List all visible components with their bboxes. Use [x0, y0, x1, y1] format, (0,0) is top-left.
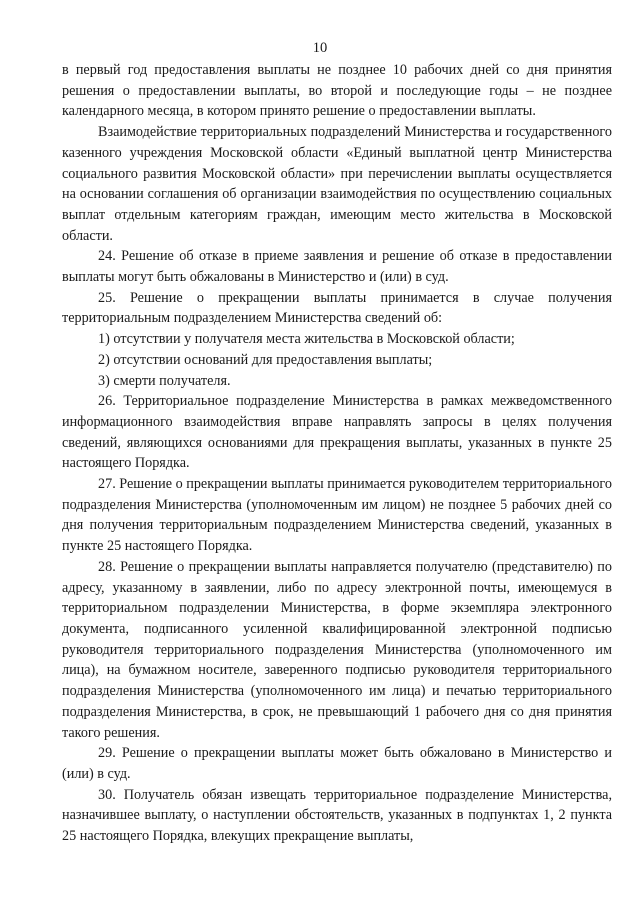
paragraph-25-item-1: 1) отсутствии у получателя места жительства в Московской области; — [98, 331, 515, 348]
page-number: 10 — [312, 40, 328, 56]
paragraph-27: 27. Решение о прекращении выплаты принимается руководителем территориального подразделения Министерства (уполномоченным им лицом) не позднее 5 рабочих дней со дня получения территориальным подразделением Министерства сведений, указанных в пункте 25 настоящего Порядка. — [62, 476, 612, 555]
paragraph-25: 25. Решение о прекращении выплаты принимается в случае получения территориальным подразделением Министерства сведений об: — [62, 289, 612, 327]
paragraph-30: 30. Получатель обязан извещать территориальное подразделение Министерства, назначившее выплату, о наступлении обстоятельств, указанных в подпунктах 1, 2 пункта 25 настоящего Порядка, влекущих прекращение выплаты, — [62, 786, 612, 845]
paragraph-28: 28. Решение о прекращении выплаты направляется получателю (представителю) по адресу, указанному в заявлении, либо по адресу электронной почты, имеющемуся в территориальном подразделении Министерства, в форме экземпляра электронного документа, подписанного усиленной квалифицированной электронной подписью руководителя территориального подразделения Министерства (уполномоченного им лица), на бумажном носителе, заверенного подписью руководителя территориального подразделения Министерства (уполномоченного им лица) и печатью территориального подразделения Министерства, в срок, не превышающий 1 рабочего дня со дня принятия такого решения. — [62, 558, 612, 741]
paragraph-continuation: в первый год предоставления выплаты не позднее 10 рабочих дней со дня принятия решения о предоставлении выплаты, во второй и последующие годы – не позднее календарного месяца, в котором принято решение о предоставлении выплаты. — [62, 62, 612, 120]
paragraph-interaction: Взаимодействие территориальных подразделений Министерства и государственного казенного учреждения Московской области «Единый выплатной центр Министерства социального развития Московской области» при перечислении выплаты осуществляется на основании соглашения об организации взаимодействия по осуществлению социальных выплат отдельным категориям граждан, имеющим место жительства в Московской области. — [62, 124, 612, 244]
document-body — [62, 60, 612, 847]
paragraph-25-item-2: 2) отсутствии оснований для предоставления выплаты; — [98, 351, 433, 368]
paragraph-25-item-3: 3) смерти получателя. — [98, 372, 231, 389]
paragraph-29: 29. Решение о прекращении выплаты может быть обжаловано в Министерство и (или) в суд. — [62, 745, 612, 782]
paragraph-24: 24. Решение об отказе в приеме заявления и решение об отказе в предоставлении выплаты могут быть обжалованы в Министерство и (или) в суд. — [62, 248, 612, 286]
paragraph-26: 26. Территориальное подразделение Министерства в рамках межведомственного информационного взаимодействия вправе направлять запросы в целях получения сведений, являющихся основаниями для прекращения выплаты, указанных в пункте 25 настоящего Порядка. — [62, 393, 612, 472]
